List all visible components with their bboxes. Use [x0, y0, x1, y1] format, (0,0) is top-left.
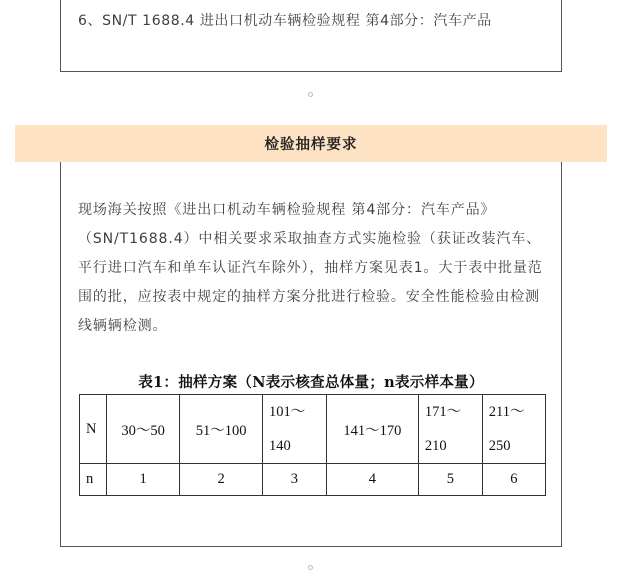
sampling-table [79, 394, 546, 496]
table-cell: 30～50 [107, 395, 180, 464]
table-cell: 4 [326, 464, 418, 496]
table-cell: 1 [107, 464, 180, 496]
table-cell: 101～ 140 [262, 395, 326, 464]
top-bordered-box [60, 0, 562, 72]
row-label-n: n [80, 464, 107, 496]
table-cell: 3 [262, 464, 326, 496]
table-row-N [80, 395, 546, 464]
table-title: 表1：抽样方案（N表示核查总体量；n表示样本量） [138, 374, 484, 391]
section-content-box [60, 162, 562, 547]
row-label-N: N [80, 395, 107, 464]
divider-dot-icon [308, 565, 313, 570]
table-cell: 6 [482, 464, 545, 496]
standard-item-6: 6、SN/T 1688.4 进出口机动车辆检验规程 第4部分：汽车产品 [78, 13, 492, 29]
table-cell: 51～100 [180, 395, 263, 464]
table-cell: 2 [180, 464, 263, 496]
table-cell: 211～ 250 [482, 395, 545, 464]
section-paragraph: 现场海关按照《进出口机动车辆检验规程 第4部分：汽车产品》（SN/T1688.4）中相关要求采取抽查方式实施检验（获证改装汽车、平行进口汽车和单车认证汽车除外），抽样方案见表1。大于表中批量范围的批，应按表中规定的抽样方案分批进行检验。安全性能检验由检测线辆辆检测。 [78, 202, 543, 334]
table-row-n [80, 464, 546, 496]
section-header [15, 125, 607, 162]
table-cell: 141～170 [326, 395, 418, 464]
table-cell: 171～ 210 [418, 395, 482, 464]
divider-dot-icon [308, 92, 313, 97]
section-header-title: 检验抽样要求 [264, 137, 358, 153]
table-cell: 5 [418, 464, 482, 496]
